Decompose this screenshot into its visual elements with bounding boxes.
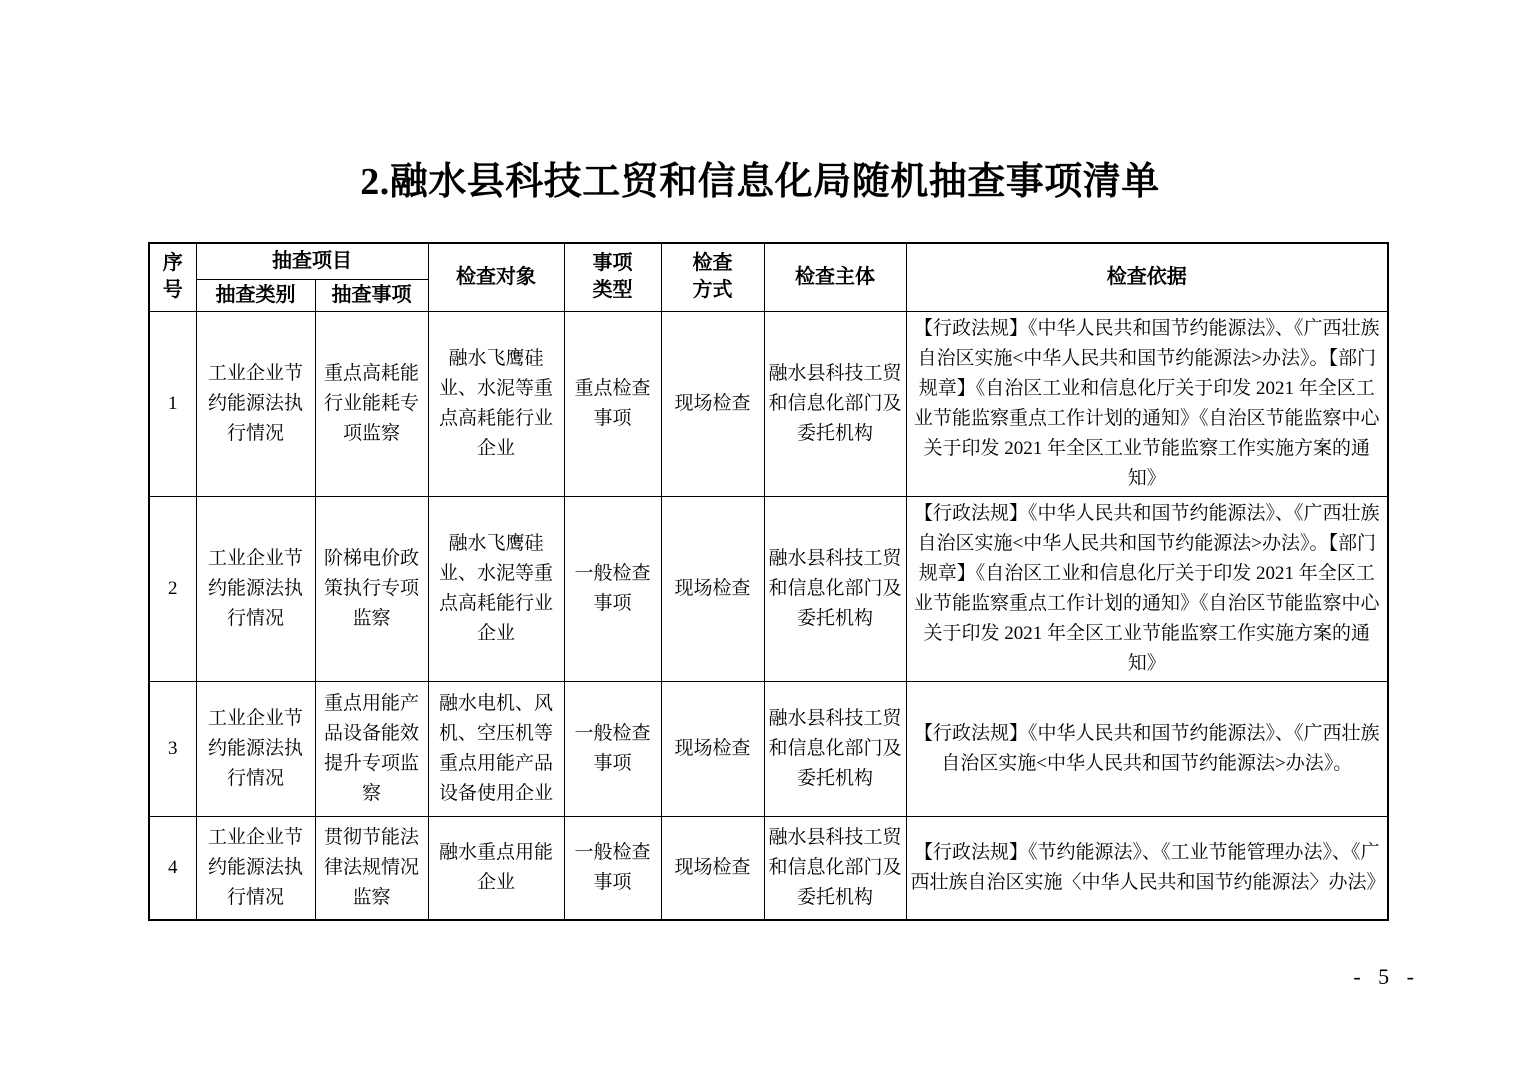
cell-inspection-subject: 融水县科技工贸和信息化部门及委托机构 bbox=[764, 311, 906, 496]
header-inspection-target: 检查对象 bbox=[428, 243, 564, 311]
cell-inspection-basis: 【行政法规】《中华人民共和国节约能源法》、《广西壮族自治区实施<中华人民共和国节约能源法>办法》。 bbox=[906, 681, 1388, 816]
cell-sampling-item: 重点高耗能行业能耗专项监察 bbox=[315, 311, 428, 496]
header-serial-number bbox=[149, 243, 196, 311]
cell-inspection-method: 现场检查 bbox=[661, 496, 764, 681]
table-row bbox=[149, 816, 1388, 920]
cell-item-type: 一般检查事项 bbox=[564, 816, 661, 920]
header-inspection-subject: 检查主体 bbox=[764, 243, 906, 311]
cell-item-type: 一般检查事项 bbox=[564, 681, 661, 816]
page-title: 2.融水县科技工贸和信息化局随机抽查事项清单 bbox=[360, 161, 1160, 203]
cell-inspection-target: 融水电机、风机、空压机等重点用能产品设备使用企业 bbox=[428, 681, 564, 816]
header-sampling-item: 抽查事项 bbox=[315, 279, 428, 311]
cell-serial-number: 2 bbox=[149, 496, 196, 681]
cell-inspection-target: 融水飞鹰硅业、水泥等重点高耗能行业企业 bbox=[428, 496, 564, 681]
inspection-items-table bbox=[148, 242, 1389, 921]
cell-inspection-subject: 融水县科技工贸和信息化部门及委托机构 bbox=[764, 681, 906, 816]
cell-inspection-target: 融水重点用能企业 bbox=[428, 816, 564, 920]
header-item-type bbox=[564, 243, 661, 311]
cell-inspection-basis: 【行政法规】《中华人民共和国节约能源法》、《广西壮族自治区实施<中华人民共和国节约能源法>办法》。【部门规章】《自治区工业和信息化厅关于印发 2021 年全区工业节能监察重点工作计划的通知》《自治区节能监察中心关于印发 2021 年全区工业节能监察工作实施方案的通知》 bbox=[906, 311, 1388, 496]
cell-inspection-basis: 【行政法规】《中华人民共和国节约能源法》、《广西壮族自治区实施<中华人民共和国节约能源法>办法》。【部门规章】《自治区工业和信息化厅关于印发 2021 年全区工业节能监察重点工作计划的通知》《自治区节能监察中心关于印发 2021 年全区工业节能监察工作实施方案的通知》 bbox=[906, 496, 1388, 681]
cell-inspection-method: 现场检查 bbox=[661, 681, 764, 816]
cell-sampling-category: 工业企业节约能源法执行情况 bbox=[196, 496, 315, 681]
cell-sampling-category: 工业企业节约能源法执行情况 bbox=[196, 681, 315, 816]
table-row bbox=[149, 311, 1388, 496]
cell-inspection-method: 现场检查 bbox=[661, 816, 764, 920]
header-serial-number-label: 序号 bbox=[162, 252, 183, 302]
header-inspection-method-label: 检查方式 bbox=[692, 252, 733, 302]
page-number: - 5 - bbox=[1353, 964, 1420, 989]
table-row bbox=[149, 681, 1388, 816]
header-inspection-basis: 检查依据 bbox=[906, 243, 1388, 311]
header-item-type-label: 事项类型 bbox=[592, 252, 633, 302]
cell-sampling-item: 阶梯电价政策执行专项监察 bbox=[315, 496, 428, 681]
cell-sampling-category: 工业企业节约能源法执行情况 bbox=[196, 311, 315, 496]
cell-item-type: 重点检查事项 bbox=[564, 311, 661, 496]
cell-serial-number: 3 bbox=[149, 681, 196, 816]
cell-serial-number: 1 bbox=[149, 311, 196, 496]
table-row bbox=[149, 496, 1388, 681]
header-sampling-project: 抽查项目 bbox=[196, 243, 428, 279]
table-header bbox=[149, 243, 1388, 311]
cell-inspection-method: 现场检查 bbox=[661, 311, 764, 496]
cell-inspection-target: 融水飞鹰硅业、水泥等重点高耗能行业企业 bbox=[428, 311, 564, 496]
cell-sampling-category: 工业企业节约能源法执行情况 bbox=[196, 816, 315, 920]
cell-inspection-subject: 融水县科技工贸和信息化部门及委托机构 bbox=[764, 496, 906, 681]
cell-sampling-item: 重点用能产品设备能效提升专项监察 bbox=[315, 681, 428, 816]
cell-inspection-subject: 融水县科技工贸和信息化部门及委托机构 bbox=[764, 816, 906, 920]
cell-sampling-item: 贯彻节能法律法规情况监察 bbox=[315, 816, 428, 920]
cell-inspection-basis: 【行政法规】《节约能源法》、《工业节能管理办法》、《广西壮族自治区实施〈中华人民共和国节约能源法〉办法》 bbox=[906, 816, 1388, 920]
cell-item-type: 一般检查事项 bbox=[564, 496, 661, 681]
cell-serial-number: 4 bbox=[149, 816, 196, 920]
header-inspection-method bbox=[661, 243, 764, 311]
header-sampling-category: 抽查类别 bbox=[196, 279, 315, 311]
